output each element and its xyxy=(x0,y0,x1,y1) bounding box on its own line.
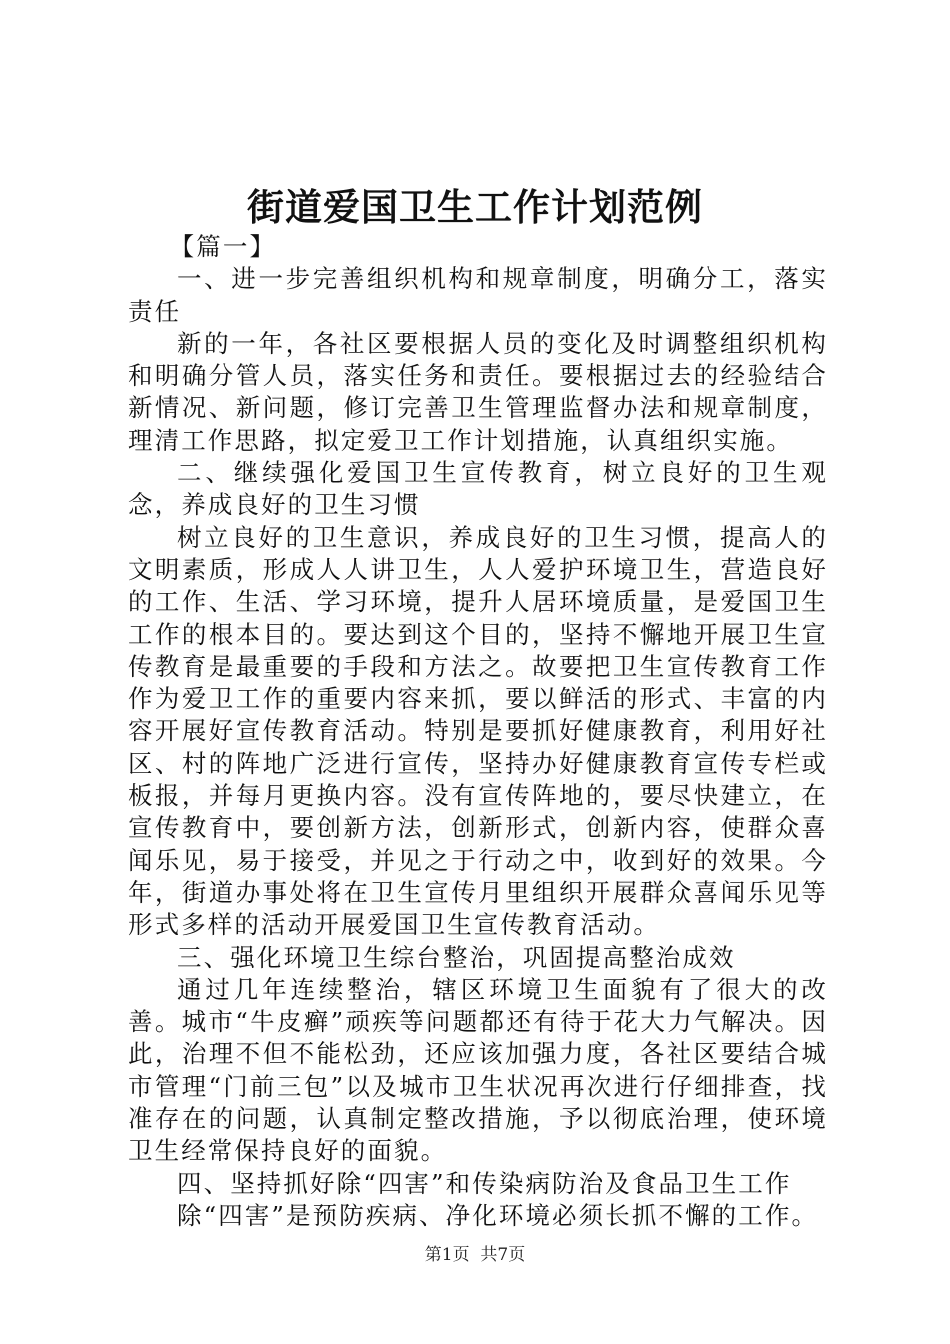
heading-3: 三、强化环境卫生综台整治，巩固提高整治成效 xyxy=(177,942,736,972)
section-tag: 【篇一】 xyxy=(169,232,277,261)
document-body xyxy=(128,231,828,1232)
page-total: 共7页 xyxy=(480,1245,526,1265)
paragraph-2: 树立良好的卫生意识，养成良好的卫生习惯，提高人的文明素质，形成人人讲卫生，人人爱护环境卫生，营造良好的工作、生活、学习环境，提升人居环境质量，是爱国卫生工作的根本目的。要达到这个目的，坚持不懈地开展卫生宣传教育是最重要的手段和方法之。故要把卫生宣传教育工作作为爱卫工作的重要内容来抓，要以鲜活的形式、丰富的内容开展好宣传教育活动。特别是要抓好健康教育，利用好社区、村的阵地广泛进行宣传，坚持办好健康教育宣传专栏或板报，并每月更换内容。没有宣传阵地的，要尽快建立，在宣传教育中，要创新方法，创新形式，创新内容，使群众喜闻乐见，易于接受，并见之于行动之中，收到好的效果。今年，街道办事处将在卫生宣传月里组织开展群众喜闻乐见等形式多样的活动开展爱国卫生宣传教育活动。 xyxy=(128,522,828,940)
heading-4: 四、坚持抓好除“四害”和传染病防治及食品卫生工作 xyxy=(177,1168,792,1198)
paragraph-3: 通过几年连续整治，辖区环境卫生面貌有了很大的改善。城市“牛皮癣”顽疾等问题都还有待于花大力气解决。因此，治理不但不能松劲，还应该加强力度，各社区要结合城市管理“门前三包”以及城市卫生状况再次进行仔细排查，找准存在的问题，认真制定整改措施，予以彻底治理，使环境卫生经常保持良好的面貌。 xyxy=(128,974,828,1166)
paragraph-4: 除“四害”是预防疾病、净化环境必须长抓不懈的工作。 xyxy=(177,1200,819,1230)
heading-1: 一、进一步完善组织机构和规章制度，明确分工，落实责任 xyxy=(128,264,828,326)
paragraph-1: 新的一年，各社区要根据人员的变化及时调整组织机构和明确分管人员，落实任务和责任。要根据过去的经验结合新情况、新问题，修订完善卫生管理监督办法和规章制度，理清工作思路，拟定爱卫工作计划措施，认真组织实施。 xyxy=(128,328,828,455)
page-footer xyxy=(0,1244,950,1266)
document-title: 街道爱国卫生工作计划范例 xyxy=(247,185,703,229)
heading-2: 二、继续强化爱国卫生宣传教育，树立良好的卫生观念，养成良好的卫生习惯 xyxy=(128,458,828,520)
page-number: 第1页 xyxy=(424,1245,470,1265)
